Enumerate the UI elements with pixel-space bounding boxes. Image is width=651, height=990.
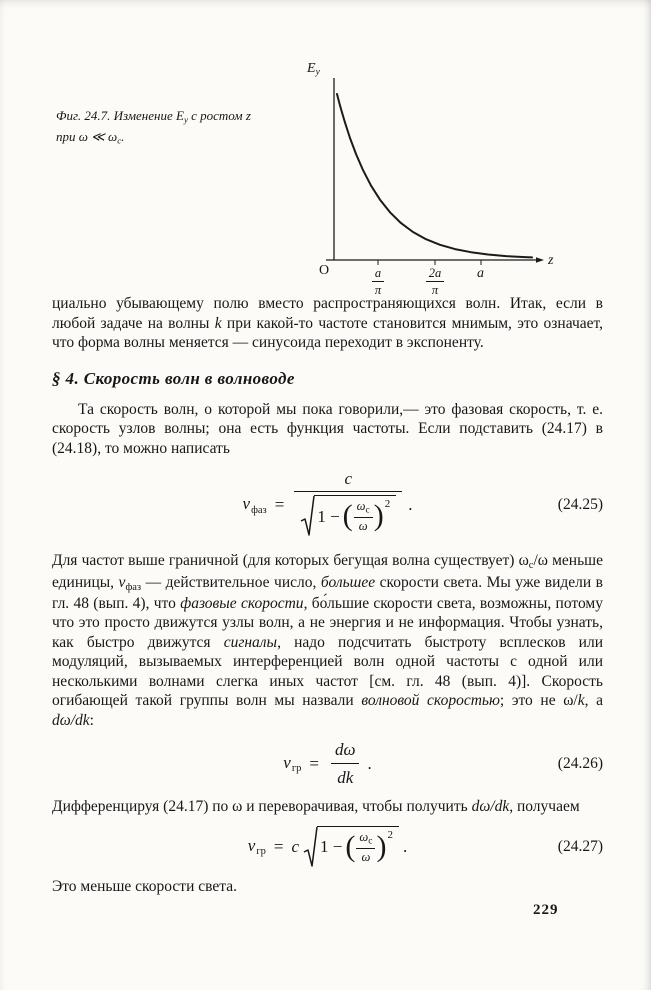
x-tick-a: a (477, 266, 484, 281)
page-number: 229 (533, 902, 559, 918)
x-tick-a-over-pi (366, 264, 390, 298)
v-subscript: фаз (251, 504, 267, 516)
speed-of-light-symbol: c (291, 836, 300, 856)
equation-24-27 (52, 826, 603, 868)
figure-graph (300, 60, 600, 298)
paragraph-4: Дифференцируя (24.17) по ω и переворачивая, чтобы получить dω/dk, получаем (52, 798, 580, 816)
paragraph-2: Та скорость волн, о которой мы пока говорили,— это фазовая скорость, т. е. скорость узлов волны; она есть функция частоты. Если подставить (24.17) в (24.18), то можно написать (52, 400, 603, 457)
phase-velocity-symbol (243, 493, 267, 517)
x-axis-label: z (548, 253, 554, 268)
tick-fraction-numerator: a (372, 266, 384, 282)
equation-body (283, 739, 371, 788)
group-velocity-symbol (283, 752, 301, 776)
figure-24-7 (52, 60, 601, 298)
radical-sign-icon (303, 826, 318, 868)
equation-number: (24.25) (557, 496, 603, 514)
closing-line: Это меньше скорости света. (52, 877, 237, 895)
period: . (367, 754, 372, 774)
origin-label: O (319, 263, 330, 278)
figure-caption: Фиг. 24.7. Изменение $E_y$ с ростом z при ω ≪ $\omega_c$. (56, 108, 251, 146)
fraction-numerator: dω (334, 740, 356, 760)
equals-sign: = (309, 754, 319, 774)
radicand: 1 − ( $\omega_c$ ω ) 2 (314, 495, 396, 535)
radicand: 1 − ( $\omega_c$ ω ) 2 (317, 826, 399, 866)
v-symbol: v (283, 752, 291, 772)
radical-sign-icon (300, 495, 315, 537)
equals-sign: = (274, 495, 285, 515)
fraction-numerator: c (344, 468, 353, 488)
exponent: 2 (384, 497, 391, 510)
equals-sign: = (273, 836, 284, 856)
x-tick-2a-over-pi (421, 264, 449, 298)
tick-fraction-denominator: π (431, 283, 439, 298)
v-symbol: v (247, 835, 256, 855)
period: . (402, 836, 408, 856)
x-axis-arrowhead (536, 257, 544, 263)
v-subscript: гр (256, 846, 266, 858)
omega-c-symbol: ω (356, 499, 366, 514)
equation-body (243, 468, 413, 543)
equation-24-25 (52, 468, 603, 543)
y-axis-label: $E_y$ (307, 61, 320, 78)
tick-fraction-denominator: π (374, 283, 382, 298)
omega-ratio-fraction (354, 499, 373, 534)
derivative-fraction (329, 739, 362, 788)
equation-number: (24.27) (557, 837, 603, 855)
graph-plot (300, 60, 600, 294)
equation-body (248, 826, 407, 868)
omega-ratio-fraction (356, 830, 375, 865)
omega-c-symbol: ω (359, 829, 369, 844)
section-heading: § 4. Скорость волн в волноводе (52, 368, 295, 388)
paragraph-1: циально убывающему полю вместо распространяющихся волн. Итак, если в любой задаче на волны k при какой-то частоте становится мнимым, это означает, что форма волны меняется — синусоида переходит в экспоненту. (52, 295, 603, 352)
square-root (303, 826, 399, 868)
period: . (408, 495, 413, 515)
radicand-prefix: 1 − (320, 837, 343, 857)
tick-fraction-numerator: 2a (426, 266, 445, 282)
omega-c-subscript: c (365, 505, 370, 516)
omega-symbol: ω (361, 850, 371, 865)
page-body (52, 294, 603, 896)
v-symbol: v (242, 493, 251, 513)
equation-number: (24.26) (557, 755, 603, 773)
exponential-decay-curve (337, 94, 532, 257)
omega-symbol: ω (358, 519, 368, 534)
equation-24-26 (52, 739, 603, 788)
square-root (300, 495, 396, 537)
main-fraction (294, 468, 402, 543)
radicand-prefix: 1 − (317, 506, 340, 526)
fraction-denominator: dk (337, 767, 354, 787)
omega-c-subscript: c (368, 836, 373, 847)
exponent: 2 (387, 828, 393, 841)
paragraph-3: Для частот выше граничной (для которых бегущая волна существует) $\omega_c/\omega$ меньше единицы, $v_{фаз}$ — действительное число, большее скорости света. Мы уже видели в гл. 48 (вып. 4), что фазовые скорости, бо́льшие скорости света, возможны, потому что это просто движутся узлы волн, а не энергия и не информация. Чтобы узнать, как быстро движутся сигналы, надо подсчитать быстроту всплесков или модуляций, вызываемых интерференцией волн одной частоты с одной или несколькими волнами слегка иных частот [см. гл. 48 (вып. 4)]. Скорость огибающей такой группы волн мы назвали волновой скоростью; это не ω/k, а dω/dk: (52, 552, 604, 729)
v-subscript: гр (291, 763, 302, 775)
group-velocity-symbol (248, 835, 266, 859)
